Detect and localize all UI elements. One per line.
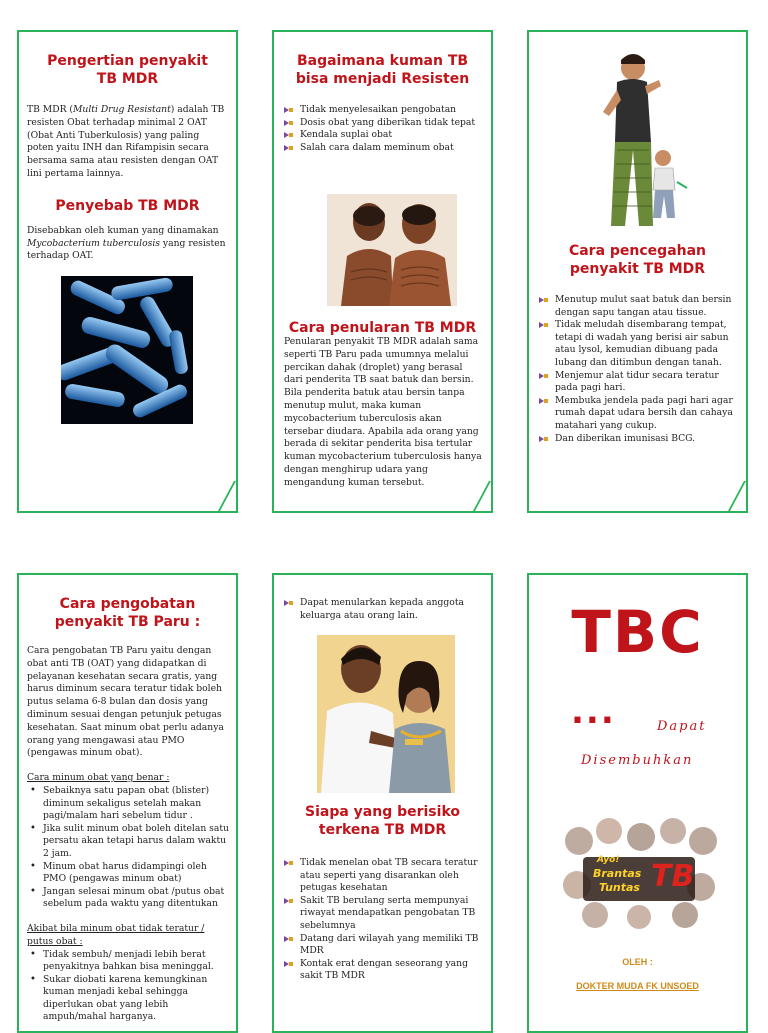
transmission-title: Cara penularan TB MDR xyxy=(288,320,477,336)
list-item: Tidak menyelesaikan pengobatan xyxy=(280,104,485,117)
list-item: • Jangan selesai minum obat /putus obat sebelum pada waktu yang ditentukan xyxy=(25,886,230,911)
list-item: • Sebaiknya satu papan obat (blister) diminum sekaligus setelah makan pagi/malam hari sebelum tidur . xyxy=(25,785,230,823)
cause-text xyxy=(27,225,228,263)
transmission-text: Penularan penyakit TB MDR adalah sama seperti TB Paru pada umumnya melalui percikan dahak (droplet) yang berasal dari penderita TB saat batuk dan bersin. Bila penderita batuk atau bersin tanpa menutup mulut, maka kuman mycobacterium tuberculosis akan tersebar diudara. Apabila ada orang yang berada di sekitar penderita bisa tertular kuman mycobacterium tuberculosis hanya dengan menghirup udara yang mengandung kuman tersebut. xyxy=(284,336,482,488)
campaign-logo xyxy=(559,811,719,931)
patients-photo xyxy=(327,194,457,306)
resistance-title: Bagaimana kuman TB bisa menjadi Resisten xyxy=(295,53,470,87)
top-list xyxy=(280,597,485,622)
list-item: Dan diberikan imunisasi BCG. xyxy=(535,433,740,446)
cause-text-b: yang resisten terhadap OAT. xyxy=(27,237,226,262)
treatment-title: Cara pengobatan penyakit TB Paru : xyxy=(54,596,201,630)
definition-title: Pengertian penyakit TB MDR xyxy=(47,53,208,87)
panel-cover xyxy=(527,573,748,1033)
list-item: Salah cara dalam meminum obat xyxy=(280,142,485,155)
list-item: Kontak erat dengan seseorang yang sakit TB MDR xyxy=(280,958,485,983)
prevention-list xyxy=(535,294,740,445)
family-illustration xyxy=(589,50,689,230)
list-item: Datang dari wilayah yang memiliki TB MDR xyxy=(280,933,485,958)
oleh-label: OLEH : xyxy=(622,957,653,967)
list-item: Tidak meludah disembarang tempat, tetapi di wadah yang berisi air sabun atau lysol, kemudian dibuang pada lubang dan ditimbun dengan tanah. xyxy=(535,319,740,369)
definition-text-italic: Multi Drug Resistant xyxy=(73,104,171,115)
list-item: Sakit TB berulang serta mempunyai riwayat mendapatkan pengobatan TB sebelumnya xyxy=(280,895,485,933)
treatment-intro: Cara pengobatan TB Paru yaitu dengan obat anti TB (OAT) yang didapatkan di pelayanan kesehatan secara gratis, yang harus diminum secara teratur tidak boleh putus selama 6-8 bulan dan dosis yang diminum sesuai dengan petunjuk petugas kesehatan. Saat minum obat perlu adanya orang yang mengawasi atau PMO (pengawas minum obat). xyxy=(27,645,224,759)
list-item: Dapat menularkan kepada anggota keluarga atau orang lain. xyxy=(280,597,485,622)
list-item: Menutup mulut saat batuk dan bersin dengan sapu tangan atau tissue. xyxy=(535,294,740,319)
cover-dapat: Dapat xyxy=(657,719,707,734)
list-item: • Minum obat harus didampingi oleh PMO (pengawas minum obat) xyxy=(25,861,230,886)
panel-risk xyxy=(272,573,493,1033)
logo-text-ayo: Ayo! xyxy=(597,855,620,865)
list-item: • Tidak sembuh/ menjadi lebih berat penyakitnya bahkan bisa meninggal. xyxy=(25,949,230,974)
logo-text-brantas: Brantas xyxy=(593,867,642,880)
definition-text-a: TB MDR ( xyxy=(27,104,73,115)
list-item: Kendala suplai obat xyxy=(280,129,485,142)
cover-title: TBC xyxy=(571,598,704,666)
list-item: • Sukar diobati karena kemungkinan kuman menjadi kebal sehingga diperlukan obat yang lebih ampuh/mahal harganya. xyxy=(25,974,230,1024)
cause-title: Penyebab TB MDR xyxy=(55,197,200,214)
panel-prevention xyxy=(527,30,748,513)
cause-text-italic: Mycobacterium tuberculosis xyxy=(27,237,161,249)
people-photo xyxy=(317,635,455,793)
patients-illustration xyxy=(327,194,457,306)
cover-dots: ... xyxy=(571,692,616,732)
howto-title: Cara minum obat yang benar : xyxy=(27,772,170,784)
list-item: Tidak menelan obat TB secara teratur atau seperti yang disarankan oleh petugas kesehatan xyxy=(280,857,485,895)
risk-title: Siapa yang berisiko terkena TB MDR xyxy=(304,804,460,838)
bacteria-image xyxy=(61,276,193,424)
resistance-list xyxy=(280,104,485,154)
definition-text xyxy=(27,104,228,181)
list-item: • Jika sulit minum obat boleh ditelan satu persatu akan tetapi harus dalam waktu 2 jam. xyxy=(25,823,230,861)
panel-resistance xyxy=(272,30,493,513)
author-label: DOKTER MUDA FK UNSOED xyxy=(576,981,699,991)
list-item: Menjemur alat tidur secara teratur pada pagi hari. xyxy=(535,370,740,395)
cough-illustration xyxy=(589,50,689,230)
effect-title: Akibat bila minum obat tidak teratur / putus obat : xyxy=(27,922,205,947)
prevention-title: Cara pencegahan penyakit TB MDR xyxy=(568,243,707,277)
cause-text-a: Disebabkan oleh kuman yang dinamakan xyxy=(27,224,219,236)
cover-disembuhkan: Disembuhkan xyxy=(581,753,694,768)
bacteria-illustration xyxy=(61,276,193,424)
logo-text-tb: TB xyxy=(651,859,695,894)
people-illustration xyxy=(317,635,455,793)
list-item: Dosis obat yang diberikan tidak tepat xyxy=(280,117,485,130)
logo-text-tuntas: Tuntas xyxy=(599,881,640,894)
risk-list xyxy=(280,857,485,983)
effect-list xyxy=(25,949,230,1025)
list-item: Membuka jendela pada pagi hari agar rumah dapat udara bersih dan cahaya matahari yang cukup. xyxy=(535,395,740,433)
howto-list xyxy=(25,785,230,911)
panel-treatment xyxy=(17,573,238,1033)
panel-definition xyxy=(17,30,238,513)
definition-text-b: ) adalah TB resisten Obat terhadap minimal 2 OAT (Obat Anti Tuberkulosis) yang paling poten yaitu INH dan Rifampisin secara bersama sama atau resisten dengan OAT lini pertama lainnya. xyxy=(27,104,225,179)
